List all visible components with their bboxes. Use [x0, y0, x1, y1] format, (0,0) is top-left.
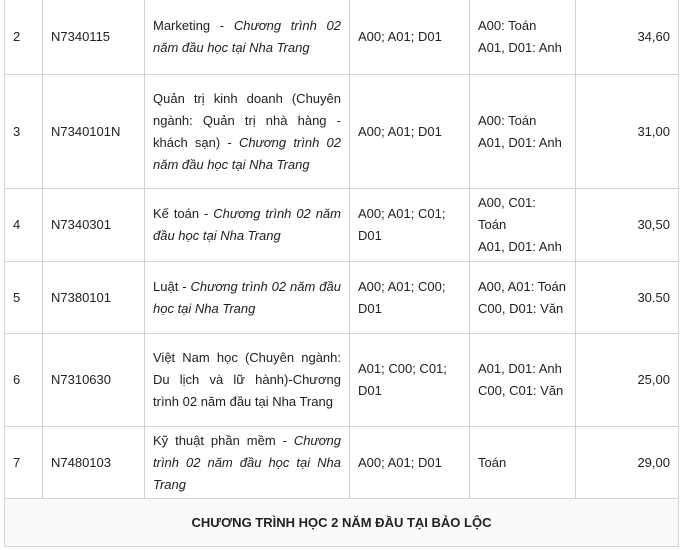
- major-name-text: Marketing -: [153, 18, 234, 33]
- subject-combinations: A00; A01; D01: [350, 0, 470, 75]
- table-row: [5, 262, 679, 334]
- cutoff-score: 30,50: [576, 189, 679, 262]
- major-name-text: Kế toán -: [153, 206, 214, 221]
- main-subject-line-1: A01, D01: Anh: [478, 361, 562, 376]
- subject-combinations: A01; C00; C01; D01: [350, 334, 470, 427]
- main-subject-line-1: A00: Toán: [478, 112, 537, 128]
- admissions-table: [4, 0, 679, 547]
- cutoff-score: 30.50: [576, 262, 679, 334]
- major-name-text: Kỹ thuật phần mềm -: [153, 432, 294, 448]
- main-subject-line-2: C00, C01: Văn: [478, 383, 564, 398]
- major-name: [145, 427, 350, 499]
- subject-combinations: A00; A01; C01; D01: [350, 189, 470, 262]
- major-code: N7340301: [43, 189, 145, 262]
- main-subject: [470, 189, 576, 262]
- table-row: [5, 334, 679, 427]
- row-number: 2: [5, 0, 43, 75]
- subject-combinations: A00; A01; C00; D01: [350, 262, 470, 334]
- row-number: 4: [5, 189, 43, 262]
- major-name-text: Luật -: [153, 278, 191, 294]
- main-subject: [470, 334, 576, 427]
- major-name-text: Việt Nam học (Chuyên ngành: Du lịch và lữ hành)-Chương trình 02 năm đầu tại Nha Trang: [153, 350, 341, 409]
- program-note: Chương trình 02 năm đầu học tại Nha Trang: [153, 18, 341, 55]
- major-code: N7340101N: [43, 75, 145, 189]
- section-heading-row: [5, 499, 679, 547]
- main-subject-line-1: A00, A01: Toán: [478, 278, 566, 294]
- row-number: 6: [5, 334, 43, 427]
- program-note: Chương trình 02 năm đầu học tại Nha Trang: [153, 134, 341, 172]
- table-row: [5, 189, 679, 262]
- table-row: [5, 75, 679, 189]
- major-code: N7310630: [43, 334, 145, 427]
- row-number: 7: [5, 427, 43, 499]
- main-subject: [470, 0, 576, 75]
- main-subject-line-2: A01, D01: Anh: [478, 134, 562, 150]
- main-subject-line-1: Toán: [478, 454, 507, 470]
- major-name: [145, 262, 350, 334]
- cutoff-score: 34,60: [576, 0, 679, 75]
- main-subject: [470, 262, 576, 334]
- cutoff-score: 25,00: [576, 334, 679, 427]
- main-subject: [470, 427, 576, 499]
- major-name: [145, 0, 350, 75]
- cutoff-score: 29,00: [576, 427, 679, 499]
- main-subject-line-1: A00: Toán: [478, 18, 537, 33]
- major-name: [145, 75, 350, 189]
- table-row: [5, 0, 679, 75]
- major-name-text: Quản trị kinh doanh (Chuyên ngành: Quản trị nhà hàng - khách sạn) -: [153, 90, 341, 150]
- program-note: Chương trình 02 năm đầu học tại Nha Trang: [153, 206, 341, 243]
- main-subject-line-1: A00, C01: Toán: [478, 195, 536, 232]
- cutoff-score: 31,00: [576, 75, 679, 189]
- subject-combinations: A00; A01; D01: [350, 75, 470, 189]
- major-code: N7340115: [43, 0, 145, 75]
- major-name: [145, 189, 350, 262]
- main-subject-line-2: A01, D01: Anh: [478, 40, 562, 55]
- main-subject-line-2: A01, D01: Anh: [478, 239, 562, 254]
- section-heading: CHƯƠNG TRÌNH HỌC 2 NĂM ĐẦU TẠI BẢO LỘC: [5, 499, 679, 547]
- main-subject: [470, 75, 576, 189]
- program-note: Chương trình 02 năm đầu học tại Nha Trang: [153, 278, 341, 316]
- row-number: 3: [5, 75, 43, 189]
- major-name: [145, 334, 350, 427]
- major-code: N7480103: [43, 427, 145, 499]
- subject-combinations: A00; A01; D01: [350, 427, 470, 499]
- major-code: N7380101: [43, 262, 145, 334]
- main-subject-line-2: C00, D01: Văn: [478, 300, 564, 316]
- program-note: Chương trình 02 năm đầu học tại Nha Trang: [153, 432, 341, 492]
- row-number: 5: [5, 262, 43, 334]
- table-row: [5, 427, 679, 499]
